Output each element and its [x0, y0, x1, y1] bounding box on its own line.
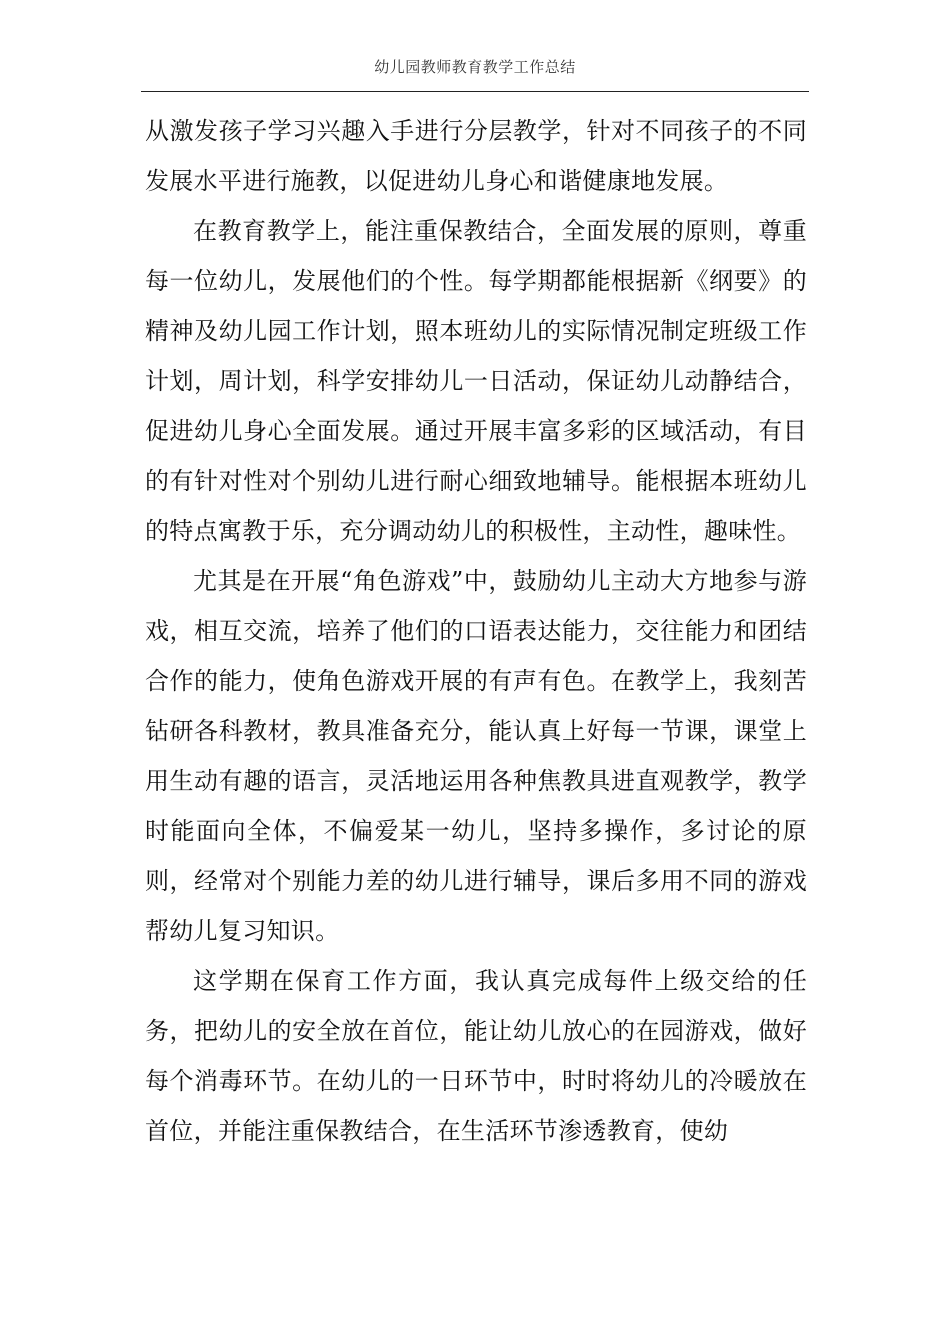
paragraph: 从激发孩子学习兴趣入手进行分层教学，针对不同孩子的不同发展水平进行施教，以促进幼儿身心和谐健康地发展。 [145, 117, 807, 195]
paragraph: 这学期在保育工作方面，我认真完成每件上级交给的任务，把幼儿的安全放在首位，能让幼儿放心的在园游戏，做好每个消毒环节。在幼儿的一日环节中，时时将幼儿的冷暖放在首位，并能注重保教结合，在生活环节渗透教育，使幼 [145, 967, 807, 1145]
paragraph: 尤其是在开展“角色游戏”中，鼓励幼儿主动大方地参与游戏，相互交流，培养了他们的口语表达能力，交往能力和团结合作的能力，使角色游戏开展的有声有色。在教学上，我刻苦钻研各科教材，教具准备充分，能认真上好每一节课，课堂上用生动有趣的语言，灵活地运用各种焦教具进直观教学，教学时能面向全体，不偏爱某一幼儿，坚持多操作，多讨论的原则，经常对个别能力差的幼儿进行辅导，课后多用不同的游戏帮幼儿复习知识。 [145, 567, 807, 945]
running-header: 幼儿园教师教育教学工作总结 [374, 58, 576, 76]
header-divider [141, 91, 809, 92]
body-text [145, 106, 807, 1156]
paragraph: 在教育教学上，能注重保教结合，全面发展的原则，尊重每一位幼儿，发展他们的个性。每学期都能根据新《纲要》的精神及幼儿园工作计划，照本班幼儿的实际情况制定班级工作计划，周计划，科学安排幼儿一日活动，保证幼儿动静结合，促进幼儿身心全面发展。通过开展丰富多彩的区域活动，有目的有针对性对个别幼儿进行耐心细致地辅导。能根据本班幼儿的特点寓教于乐，充分调动幼儿的积极性，主动性，趣味性。 [145, 217, 807, 545]
